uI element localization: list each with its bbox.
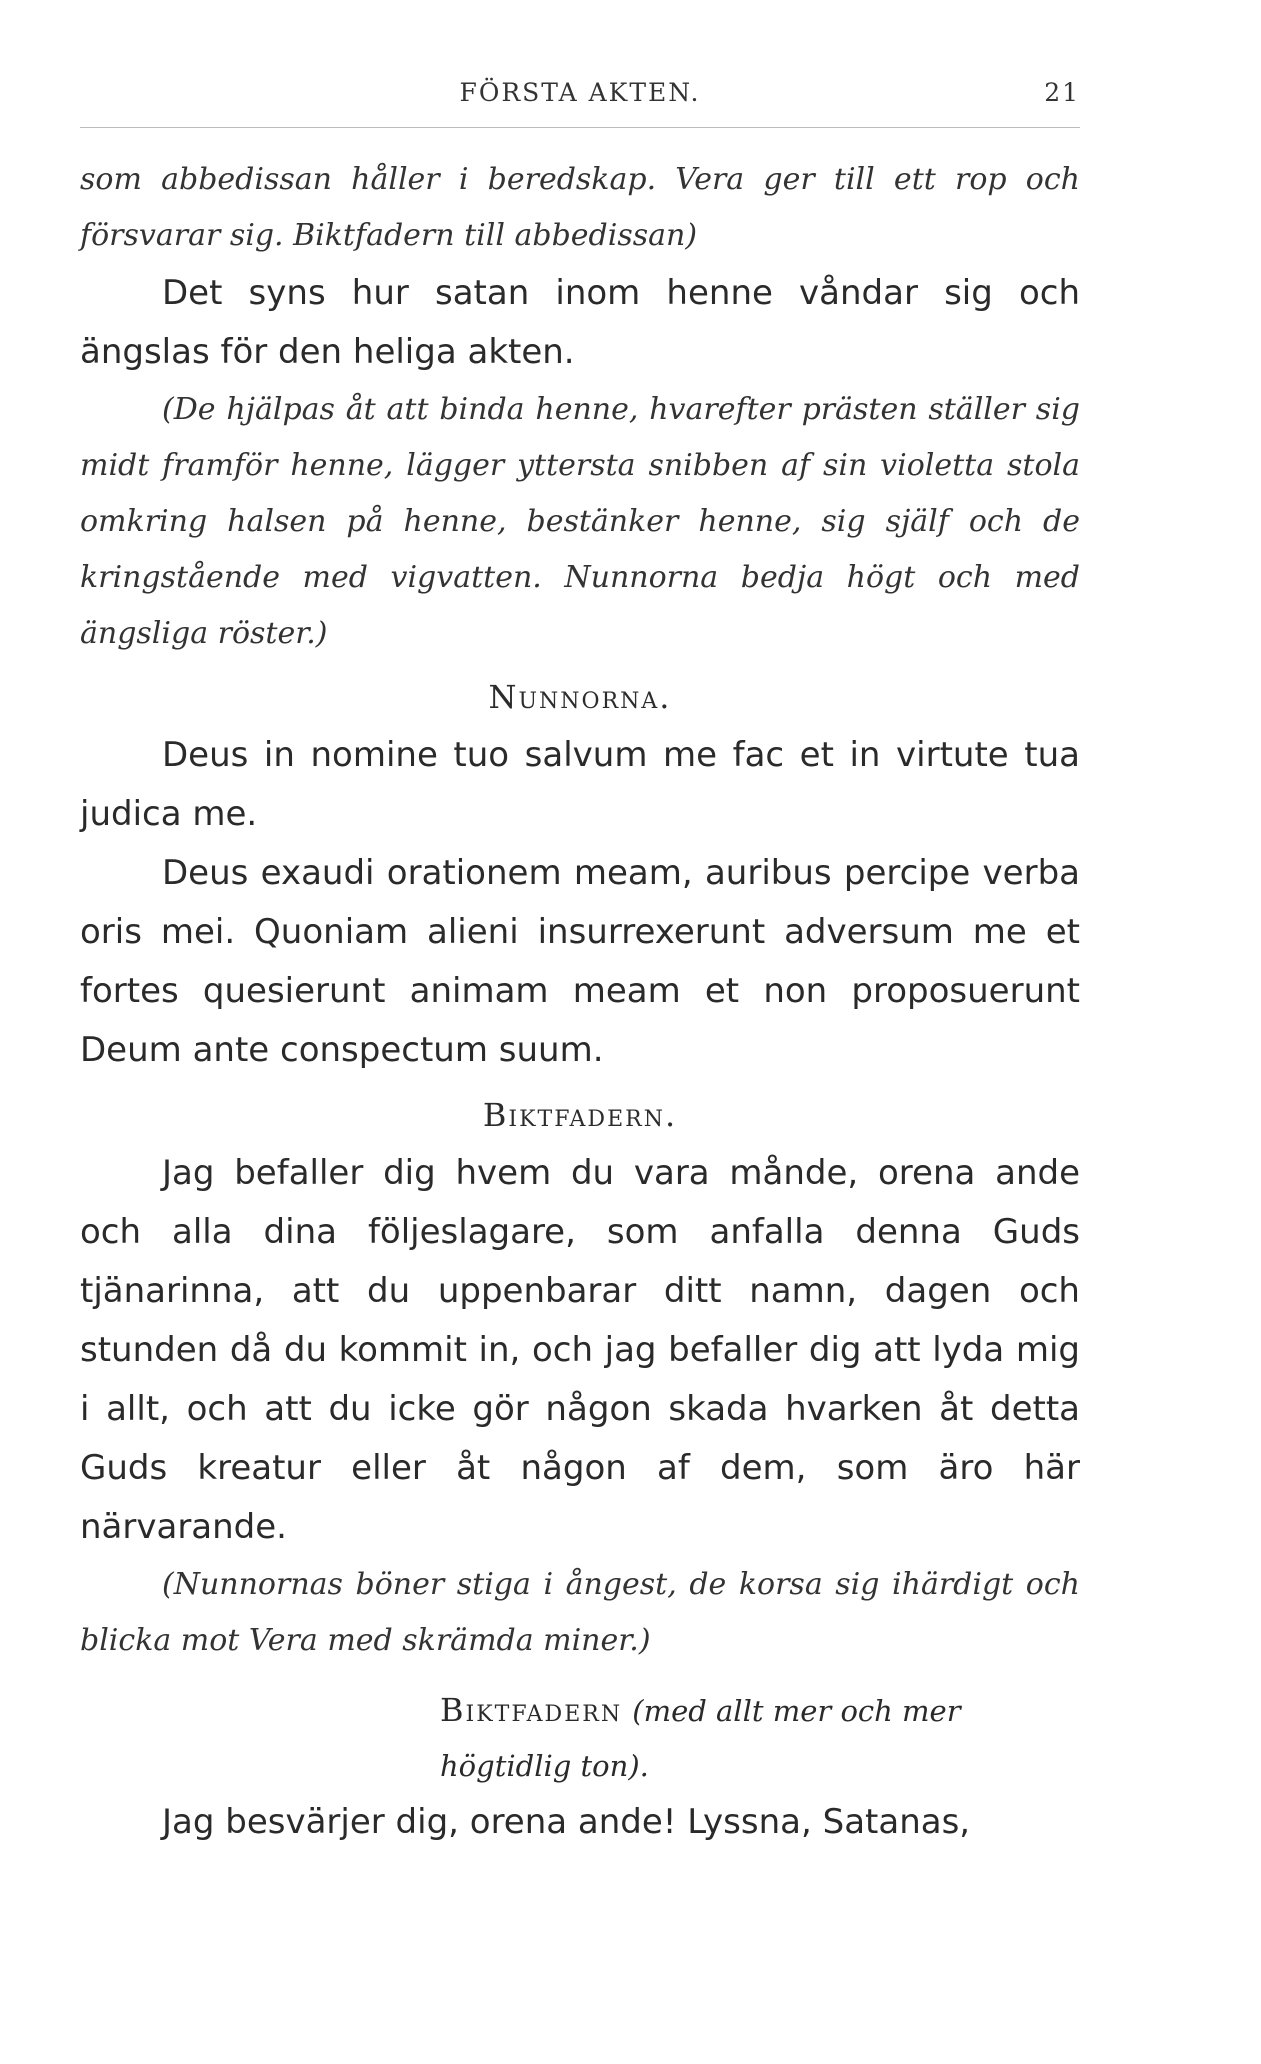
speaker-direction: (med allt mer och mer högtidlig ton). (440, 1694, 961, 1783)
header-rule (80, 127, 1080, 128)
speaker-biktfadern-direction (80, 1683, 1080, 1793)
paragraph-5: Jag besvärjer dig, orena ande! Lyssna, Satanas, (162, 1802, 971, 1842)
paragraph-1: Det syns hur satan inom henne våndar sig och ängslas för den heliga akten. (80, 273, 1080, 372)
stage-direction-2: (De hjälpas åt att binda henne, hvarefter prästen ställer sig midt framför henne, lägger yttersta snibben af sin violetta stola omkring halsen på henne, bestänker henne, sig själf och de kringstående med vigvatten. Nunnorna bedja högt och med ängsliga röster.) (80, 392, 1080, 651)
running-head-title: FÖRSTA AKTEN. (459, 78, 701, 107)
stage-direction-1: som abbedissan håller i beredskap. Vera ger till ett rop och försvarar sig. Biktfadern till abbedissan) (80, 162, 1080, 253)
paragraph-4: Jag befaller dig hvem du vara månde, orena ande och alla dina följeslagare, som anfalla denna Guds tjänarinna, att du uppenbarar ditt namn, dagen och stunden då du kommit in, och jag befaller dig att lyda mig i allt, och att du icke gör någon skada hvarken åt detta Guds kreatur eller åt någon af dem, som äro här närvarande. (80, 1153, 1080, 1547)
stage-direction-3: (Nunnornas böner stiga i ångest, de korsa sig ihärdigt och blicka mot Vera med skrämda miner.) (80, 1567, 1080, 1658)
page-number: 21 (1044, 78, 1080, 107)
paragraph-3: Deus exaudi orationem meam, auribus percipe verba oris mei. Quoniam alieni insurrexerunt adversum me et fortes quesierunt animam meam et non proposuerunt Deum ante conspectum suum. (80, 853, 1080, 1070)
paragraph-2: Deus in nomine tuo salvum me fac et in virtute tua judica me. (80, 735, 1080, 834)
page-body (80, 152, 1080, 1852)
book-page (80, 0, 1080, 2064)
speaker-biktfadern-2: Biktfadern (440, 1691, 623, 1729)
speaker-biktfadern: Biktfadern. (482, 1096, 678, 1134)
speaker-nunnorna: Nunnorna. (488, 678, 672, 716)
running-head (80, 78, 1080, 118)
